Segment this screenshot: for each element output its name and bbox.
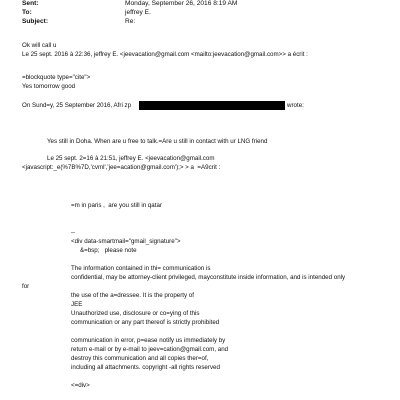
body-line-5-pre: On Sund=y, 25 September 2016, Afri zp xyxy=(22,102,132,109)
body-line-8: <javascript:_e(%7B%7D,'cvml','jee=acation@gmail.com');> > a =A9crit : xyxy=(22,164,221,171)
to-label: To: xyxy=(22,9,32,16)
body-line-4: Yes tomorrow good xyxy=(22,83,76,90)
body-line-18: Unauthorized use, disclosure or co=ying of this xyxy=(71,310,200,317)
redaction-bar xyxy=(139,101,285,110)
body-line-10: -- xyxy=(71,229,76,236)
body-line-11: <div data-smartmail="gmail_signature"> xyxy=(71,238,181,245)
body-line-21: return e-mail or by e-mail to jeev=cation@gmail.com, and xyxy=(71,346,229,353)
body-line-13: The information contained in thi= communication is xyxy=(71,265,211,272)
body-line-16: the use of the a=dressee. It is the property of xyxy=(71,292,194,299)
body-line-19: communication or any part thereof is strictly prohibited xyxy=(71,319,220,326)
body-line-24: <=div> xyxy=(71,382,90,389)
body-line-2: Le 25 sept. 2016 à 22:36, jeffrey E. <jeevacation@gmail.com <mailto:jeevacation@gmail.com>> a écrit : xyxy=(22,51,308,58)
body-line-15: for xyxy=(22,283,30,290)
body-line-1: Ok will call u xyxy=(22,42,57,49)
sent-label: Sent: xyxy=(22,0,39,7)
body-line-17: JEE xyxy=(71,301,83,308)
subject-value: Re: xyxy=(125,18,136,25)
body-line-3: =blockquote type="cite"> xyxy=(22,74,91,81)
body-line-9: =m in paris , are you still in qatar xyxy=(71,202,162,209)
body-line-6: Yes still in Doha. When are u free to talk.=Are u still in contact with ur LNG friend xyxy=(47,138,268,145)
body-line-20: communication in error, p=ease notify us immediately by xyxy=(71,337,226,344)
body-line-12: &=bsp; please note xyxy=(80,247,137,254)
subject-label: Subject: xyxy=(22,18,49,25)
body-line-7: Le 25 sept. 2=16 à 21:51, jeffrey E. <jeevacation@gmail.com xyxy=(47,155,215,162)
body-line-23: including all attachments. copyright -all rights reserved xyxy=(71,364,220,371)
sent-value: Monday, September 26, 2016 8:19 AM xyxy=(125,0,238,7)
body-line-22: destroy this communication and all copies ther=of, xyxy=(71,355,209,362)
body-line-14: confidential, may be attorney-client privileged, mayconstitute inside information, and is intended only xyxy=(71,274,346,281)
to-value: jeffrey E. xyxy=(125,9,151,16)
body-line-5-post: wrote: xyxy=(287,102,304,109)
